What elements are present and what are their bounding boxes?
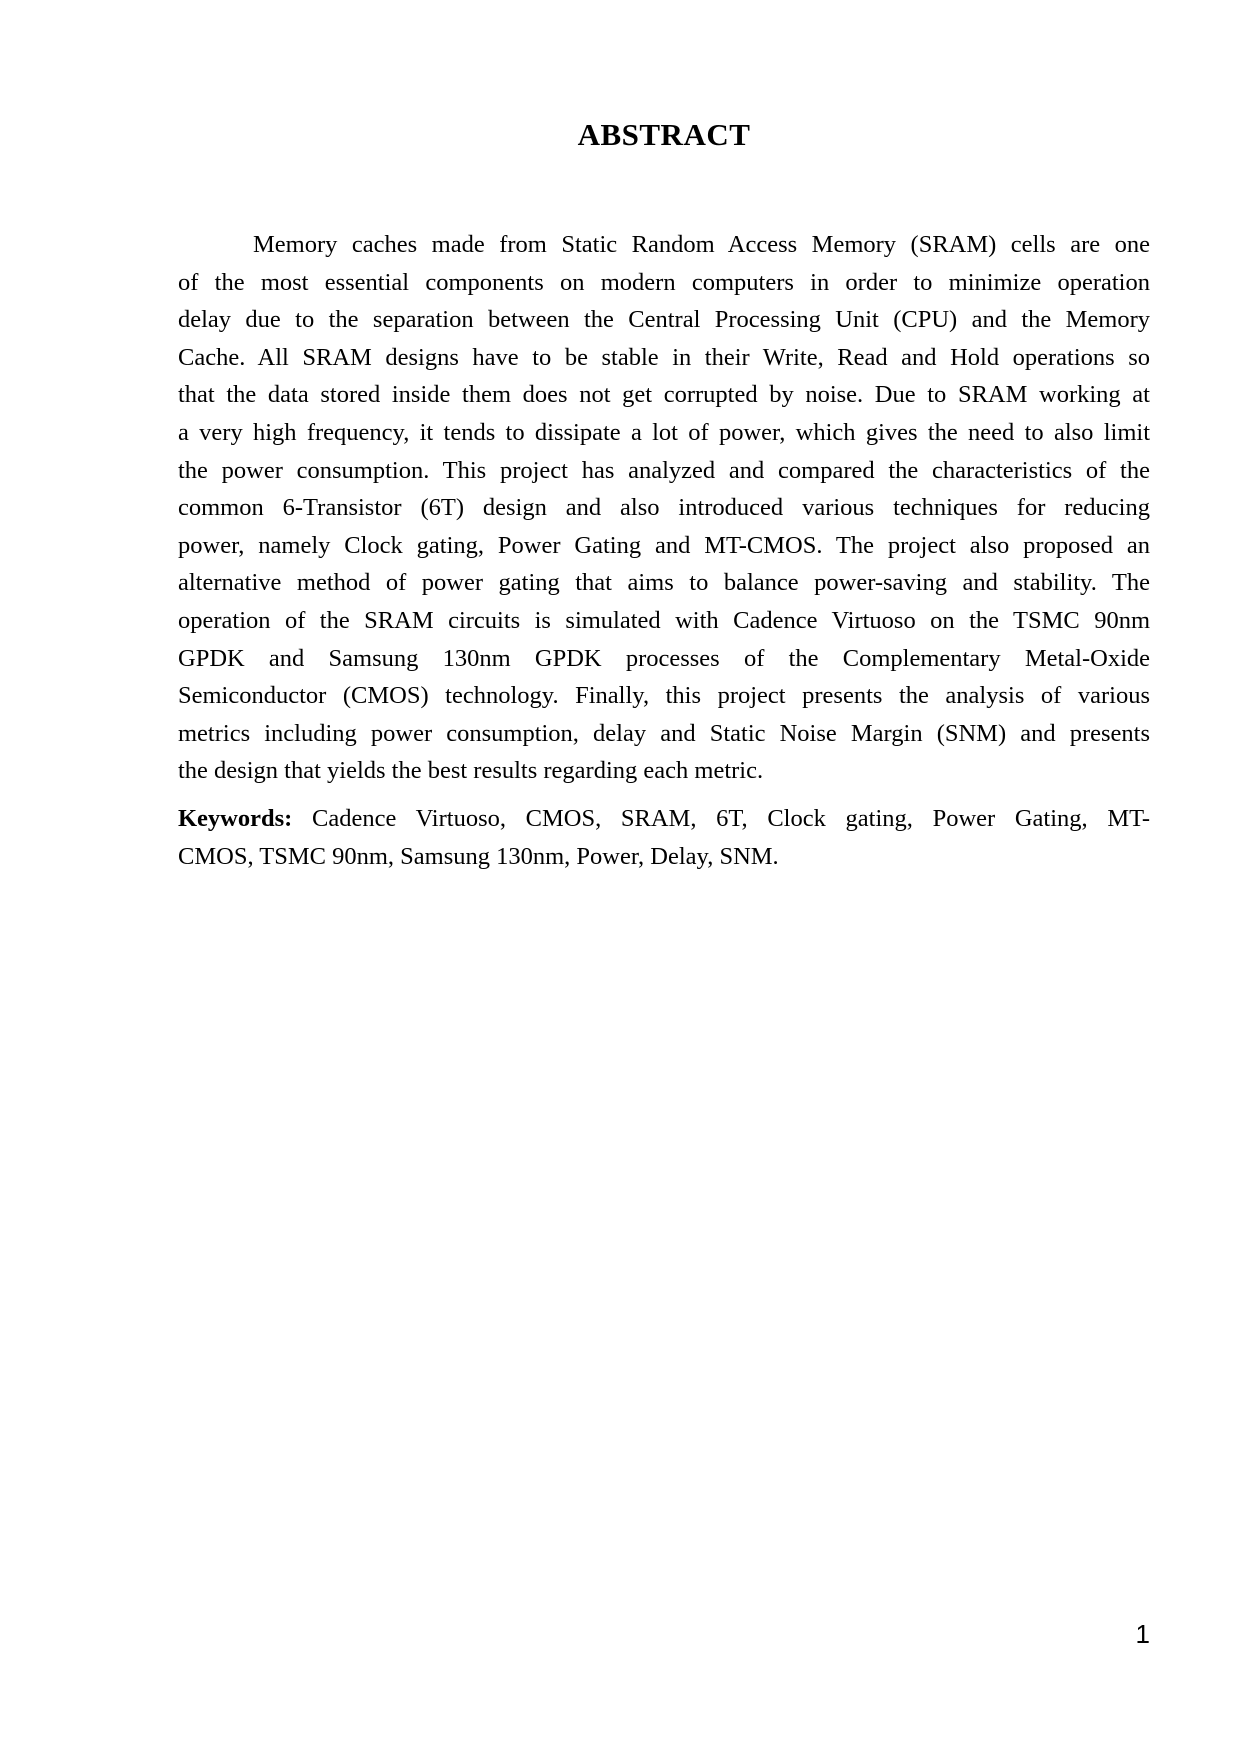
keywords-section (178, 800, 1150, 875)
page-title: ABSTRACT (577, 117, 751, 152)
abstract-line: Memory caches made from Static Random Access Memory (SRAM) cells are one (253, 231, 1150, 258)
abstract-line: the power consumption. This project has analyzed and compared the characteristics of the (178, 456, 1150, 484)
abstract-line: Semiconductor (CMOS) technology. Finally, this project presents the analysis of various (178, 682, 1150, 710)
abstract-line: alternative method of power gating that aims to balance power-saving and stability. The (178, 569, 1150, 597)
abstract-body (178, 226, 1150, 875)
abstract-line: power, namely Clock gating, Power Gating and MT-CMOS. The project also proposed an (178, 531, 1150, 559)
keywords-label: Keywords: (178, 804, 293, 832)
abstract-line: the design that yields the best results regarding each metric. (178, 757, 764, 785)
keywords-text-line1: Cadence Virtuoso, CMOS, SRAM, 6T, Clock gating, Power Gating, MT- (292, 804, 1150, 832)
abstract-line: operation of the SRAM circuits is simulated with Cadence Virtuoso on the TSMC 90nm (178, 606, 1150, 634)
abstract-line: delay due to the separation between the Central Processing Unit (CPU) and the Memory (178, 306, 1150, 334)
abstract-line: common 6-Transistor (6T) design and also introduced various techniques for reducing (178, 494, 1150, 522)
abstract-line: GPDK and Samsung 130nm GPDK processes of the Complementary Metal-Oxide (178, 644, 1150, 672)
abstract-line: of the most essential components on modern computers in order to minimize operation (178, 268, 1150, 296)
abstract-line: that the data stored inside them does not get corrupted by noise. Due to SRAM working at (178, 381, 1150, 409)
abstract-line: a very high frequency, it tends to dissipate a lot of power, which gives the need to also limit (178, 418, 1150, 446)
abstract-line: Cache. All SRAM designs have to be stable in their Write, Read and Hold operations so (178, 343, 1150, 371)
keywords-line: CMOS, TSMC 90nm, Samsung 130nm, Power, Delay, SNM. (178, 842, 779, 870)
keywords-line (178, 800, 1150, 838)
abstract-line: metrics including power consumption, delay and Static Noise Margin (SNM) and presents (178, 719, 1150, 747)
page-number: 1 (1135, 1619, 1150, 1649)
